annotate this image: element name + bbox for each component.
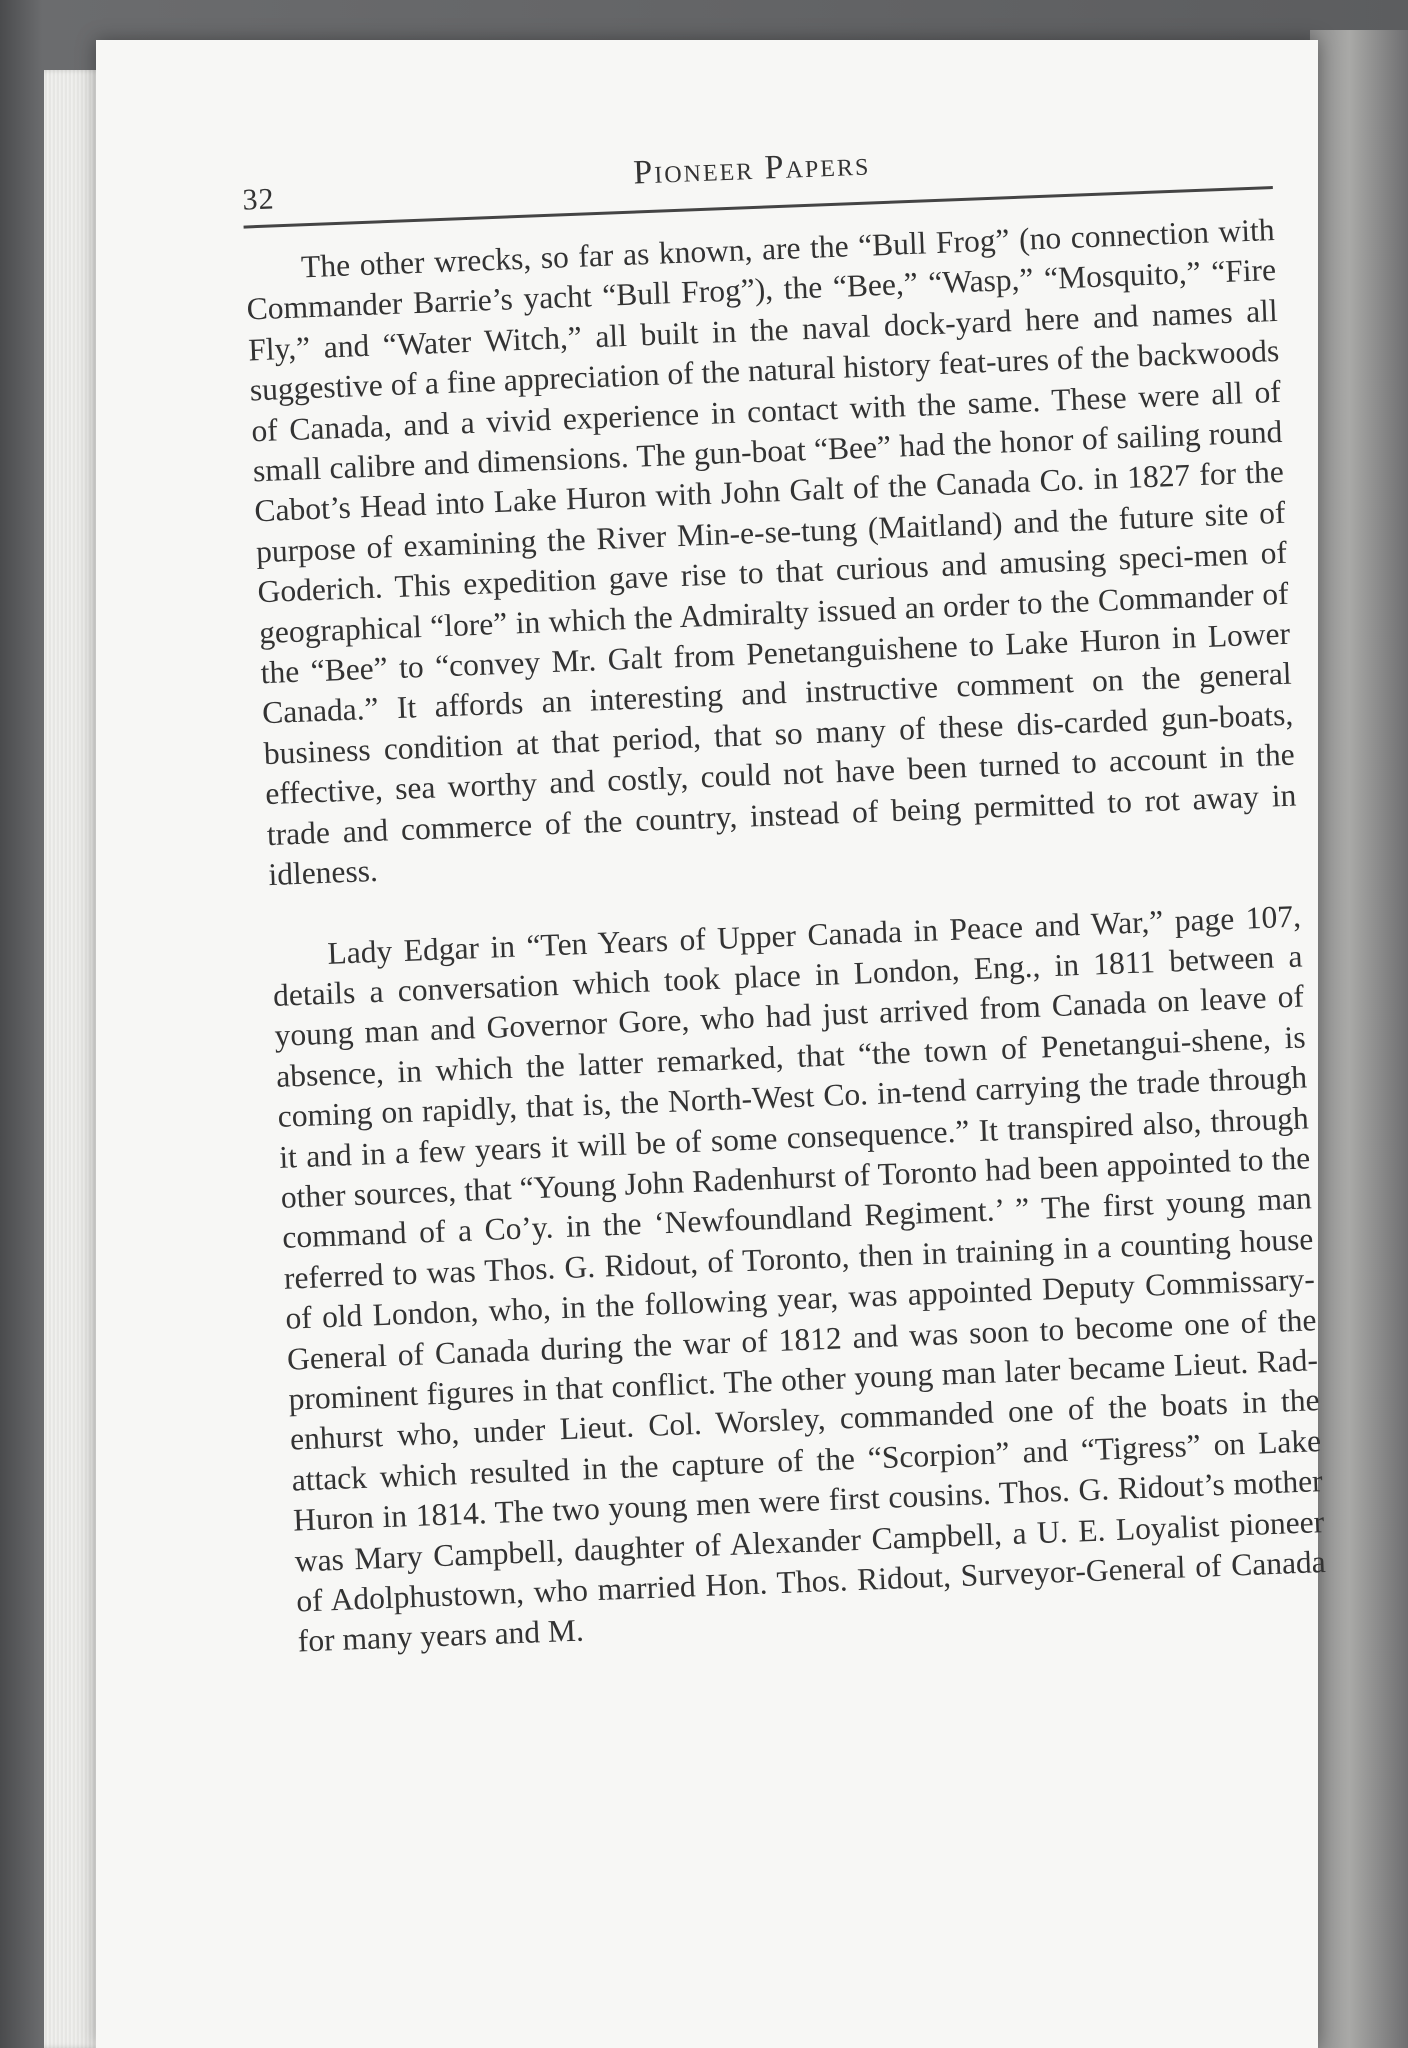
page-number: 32 [241, 182, 276, 217]
body-text [234, 210, 1328, 1663]
running-head [231, 120, 1273, 220]
page-edges [44, 70, 104, 2048]
running-title: Pioneer Papers [632, 145, 871, 192]
paragraph-lady-edgar: Lady Edgar in “Ten Years of Upper Canada in Peace and War,” page 107, details a conversation which took place in London, Eng., in 1811 between a young man and Governor Gore, who had just arrived from Canada on leave of absence, in which the latter remarked, that “the town of Penetangui-shene, is coming on rapidly, that is, the North-West Co. in-tend carrying the trade through it and in a few years it will be of some consequence.” It transpired also, through other sources, that “Young John Radenhurst of Toronto had been appointed to the command of a Co’y. in the ‘Newfoundland Regiment.’ ” The first young man referred to was Thos. G. Ridout, of Toronto, then in training in a counting house of old London, who, in the following year, was appointed Deputy Commissary-General of Canada during the war of 1812 and was soon to become one of the prominent figures in that conflict. The other young man later became Lieut. Rad-enhurst who, under Lieut. Col. Worsley, commanded one of the boats in the attack which resulted in the capture of the “Scorpion” and “Tigress” on Lake Huron in 1814. The two young men were first cousins. Thos. G. Ridout’s mother was Mary Campbell, daughter of Alexander Campbell, a U. E. Loyalist pioneer of Adolphustown, who married Hon. Thos. Ridout, Surveyor-General of Canada for many years and M. [272, 898, 1327, 1659]
book-spine-shadow [1310, 30, 1408, 2048]
paragraph-wrecks: The other wrecks, so far as known, are the “Bull Frog” (no connection with Commander Barrie’s yacht “Bull Frog”), the “Bee,” “Wasp,” “Mosquito,” “Fire Fly,” and “Water Witch,” all built in the naval dock-yard here and names all suggestive of a fine appreciation of the natural history feat-ures of the backwoods of Canada, and a vivid experience in contact with the same. These were all of small calibre and dimensions. The gun-boat “Bee” had the honor of sailing round Cabot’s Head into Lake Huron with John Galt of the Canada Co. in 1827 for the purpose of examining the River Min-e-se-tung (Maitland) and the future site of Goderich. This expedition gave rise to that curious and amusing speci-men of geographical “lore” in which the Admiralty issued an order to the Commander of the “Bee” to “convey Mr. Galt from Penetanguishene to Lake Huron in Lower Canada.” It affords an interesting and instructive comment on the general business condition at that period, that so many of these dis-carded gun-boats, effective, sea worthy and costly, could not have been turned to account in the trade and commerce of the country, instead of being permitted to rot away in idleness. [246, 212, 1297, 893]
page-content [231, 120, 1329, 1703]
book-page [96, 40, 1327, 2048]
